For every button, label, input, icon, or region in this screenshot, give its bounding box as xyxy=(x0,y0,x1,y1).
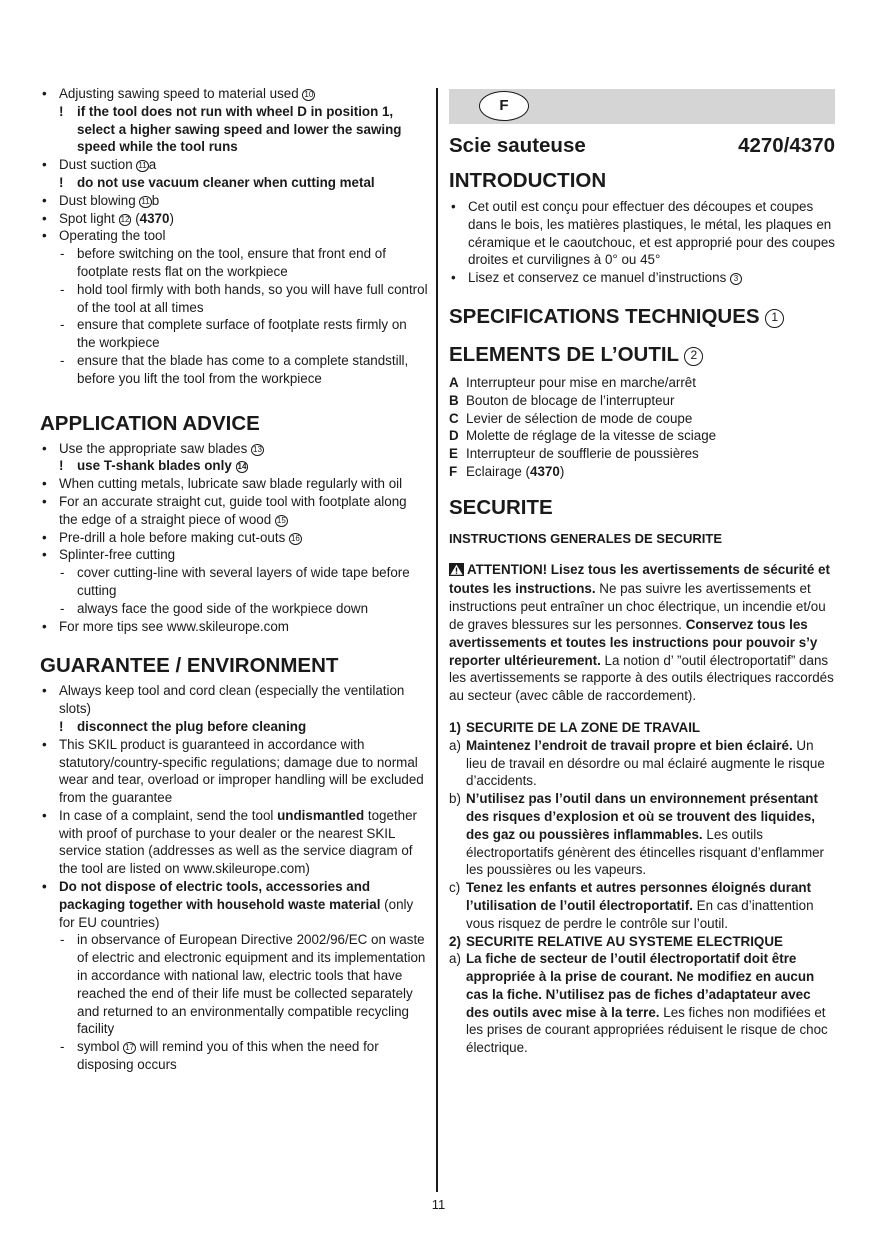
ref-number-icon: 3 xyxy=(730,273,742,285)
sub-list-item: - cover cutting-line with several layers of wide tape before cutting xyxy=(40,564,428,600)
ref-number-icon: 11 xyxy=(138,161,147,171)
guarantee-heading: GUARANTEE / ENVIRONMENT xyxy=(40,654,339,678)
list-item: • Splinter-free cutting xyxy=(40,546,428,564)
language-bar xyxy=(449,89,835,124)
ref-number-icon: 11 xyxy=(141,196,150,206)
sub-list-item: - ensure that the blade has come to a complete standstill, before you lift the tool from the workpiece xyxy=(40,352,428,388)
warning-triangle-icon xyxy=(449,563,464,581)
ref-number-icon: 17 xyxy=(125,1043,135,1053)
ref-number-icon: 2 xyxy=(684,347,703,366)
securite-heading: SECURITE xyxy=(449,495,553,519)
application-advice-heading: APPLICATION ADVICE xyxy=(40,411,260,435)
list-item: • Cet outil est conçu pour effectuer des découpes et coupes dans le bois, les matières plastiques, le métal, les plaques en céramique et le caoutchouc, et est approprié pour des coupes droites et curvilignes à 0° ou 45° xyxy=(449,198,835,269)
sub-list-item: - ensure that complete surface of footplate rests firmly on the workpiece xyxy=(40,316,428,352)
tool-element-item: E Interrupteur de soufflerie de poussières xyxy=(449,446,699,462)
ref-number-icon: 12 xyxy=(120,214,130,224)
warning-item: ! use T-shank blades only 14 xyxy=(40,457,428,475)
ref-number-icon: 15 xyxy=(276,515,286,525)
warning-item: ! do not use vacuum cleaner when cutting metal xyxy=(40,174,428,192)
sub-list-item: - symbol 17 will remind you of this when the need for disposing occurs xyxy=(40,1038,428,1074)
tool-element-item: C Levier de sélection de mode de coupe xyxy=(449,410,693,426)
product-name: Scie sauteuse xyxy=(449,134,586,157)
general-safety-heading: INSTRUCTIONS GENERALES DE SECURITE xyxy=(449,530,723,546)
introduction-heading: INTRODUCTION xyxy=(449,169,607,192)
ref-number-icon: 13 xyxy=(253,444,262,454)
list-item: • Use the appropriate saw blades 13 xyxy=(40,440,428,458)
tool-element-item: B Bouton de blocage de l’interrupteur xyxy=(449,392,675,408)
sub-list-item: - always face the good side of the workpiece down xyxy=(40,600,428,618)
ref-number-icon: 1 xyxy=(765,309,784,328)
operating-instructions-list xyxy=(40,85,428,388)
sub-list-item: - before switching on the tool, ensure that front end of footplate rests flat on the workpiece xyxy=(40,245,428,281)
list-item: • Pre-drill a hole before making cut-outs 16 xyxy=(40,529,428,547)
tool-element-item: F Eclairage (4370) xyxy=(449,463,565,479)
language-badge: F xyxy=(479,91,529,121)
specifications-heading: SPECIFICATIONS TECHNIQUES 1 xyxy=(449,304,835,330)
warning-item: ! disconnect the plug before cleaning xyxy=(40,718,428,736)
list-item: • Dust suction 11 a xyxy=(40,156,428,174)
safety-item: b) N’utilisez pas l’outil dans un environnement présentant des risques d’explosion et où se trouvent des liquides, des gaz ou poussières inflammables. Les outils électroportatifs génèrent des étincelles risquant d’enflammer les poussières ou les vapeurs. xyxy=(449,791,825,878)
section-heading: 2) SECURITE RELATIVE AU SYSTEME ELECTRIQUE xyxy=(449,933,783,949)
list-item: • Spot light 12 (4370) xyxy=(40,210,428,228)
sub-list-item: - in observance of European Directive 2002/96/EC on waste of electric and electronic equipment and its implementation in accordance with national law, electric tools that have reached the end of their life must be collected separately and returned to an environmentally compatible recycling facility xyxy=(40,931,428,1038)
ref-number-icon: 16 xyxy=(290,533,300,543)
attention-paragraph: ATTENTION! Lisez tous les avertissements de sécurité et toutes les instructions. Ne pas suivre les avertissements et instructions peut entraîner un choc électrique, un incendie et/ou de graves blessures sur les personnes. Conservez tous les avertissements et toutes les instructions pour pouvoir s’y reporter ultérieurement. La notion d’ ”outil électroportatif” dans les avertissements se rapporte à des outils électriques raccordés au secteur (avec câble de raccordement). xyxy=(449,561,834,704)
list-item: • Adjusting sawing speed to material used 10 xyxy=(40,85,428,103)
list-item: • This SKIL product is guaranteed in accordance with statutory/country-specific regulations; damage due to normal wear and tear, overload or improper handling will be excluded from the guarantee xyxy=(40,736,428,807)
sub-list-item: - hold tool firmly with both hands, so you will have full control of the tool at all times xyxy=(40,281,428,317)
page-number: 11 xyxy=(431,1197,446,1212)
right-column xyxy=(449,89,835,1057)
ref-number-icon: 14 xyxy=(237,462,247,472)
list-item: • Lisez et conservez ce manuel d’instructions 3 xyxy=(449,269,835,287)
list-item: • Do not dispose of electric tools, accessories and packaging together with household waste material (only for EU countries) xyxy=(40,878,428,931)
column-divider xyxy=(436,88,438,1192)
safety-item: a) La fiche de secteur de l’outil électroportatif doit être appropriée à la prise de courant. Ne modifiez en aucun cas la fiche. N’utilisez pas de fiches d’adaptateur avec des outils avec mise à la terre. Les fiches non modifiées et les prises de courant appropriées réduisent le risque de choc électrique. xyxy=(449,951,828,1056)
application-advice-list xyxy=(40,440,428,636)
section-heading: 1) SECURITE DE LA ZONE DE TRAVAIL xyxy=(449,719,701,735)
safety-item: c) Tenez les enfants et autres personnes éloignés durant l’utilisation de l’outil électroportatif. En cas d’inattention vous risquez de perdre le contrôle sur l’outil. xyxy=(449,880,814,931)
ref-number-icon: 10 xyxy=(304,90,314,99)
list-item: • In case of a complaint, send the tool undismantled together with proof of purchase to your dealer or the nearest SKIL service station (addresses as well as the service diagram of the tool are listed on www.skileurope.com) xyxy=(40,807,428,878)
product-title-row xyxy=(449,133,835,159)
list-item: • For an accurate straight cut, guide tool with footplate along the edge of a straight piece of wood 15 xyxy=(40,493,428,529)
safety-item: a) Maintenez l’endroit de travail propre et bien éclairé. Un lieu de travail en désordre ou mal éclairé augmente le risque d’accidents. xyxy=(449,737,825,789)
model-number: 4270/4370 xyxy=(738,134,835,157)
warning-item: ! if the tool does not run with wheel D in position 1, select a higher sawing speed and lower the sawing speed while the tool runs xyxy=(40,103,428,156)
left-column xyxy=(40,85,428,1074)
elements-heading: ELEMENTS DE L’OUTIL 2 xyxy=(449,342,835,368)
tool-element-item: A Interrupteur pour mise en marche/arrêt xyxy=(449,374,696,390)
list-item: • Dust blowing 11 b xyxy=(40,192,428,210)
tool-element-item: D Molette de réglage de la vitesse de sciage xyxy=(449,428,717,444)
list-item: • For more tips see www.skileurope.com xyxy=(40,618,428,636)
list-item: • Operating the tool xyxy=(40,227,428,245)
guarantee-list xyxy=(40,682,428,1074)
list-item: • Always keep tool and cord clean (especially the ventilation slots) xyxy=(40,682,428,718)
tool-elements-list xyxy=(449,374,835,481)
list-item: • When cutting metals, lubricate saw blade regularly with oil xyxy=(40,475,428,493)
